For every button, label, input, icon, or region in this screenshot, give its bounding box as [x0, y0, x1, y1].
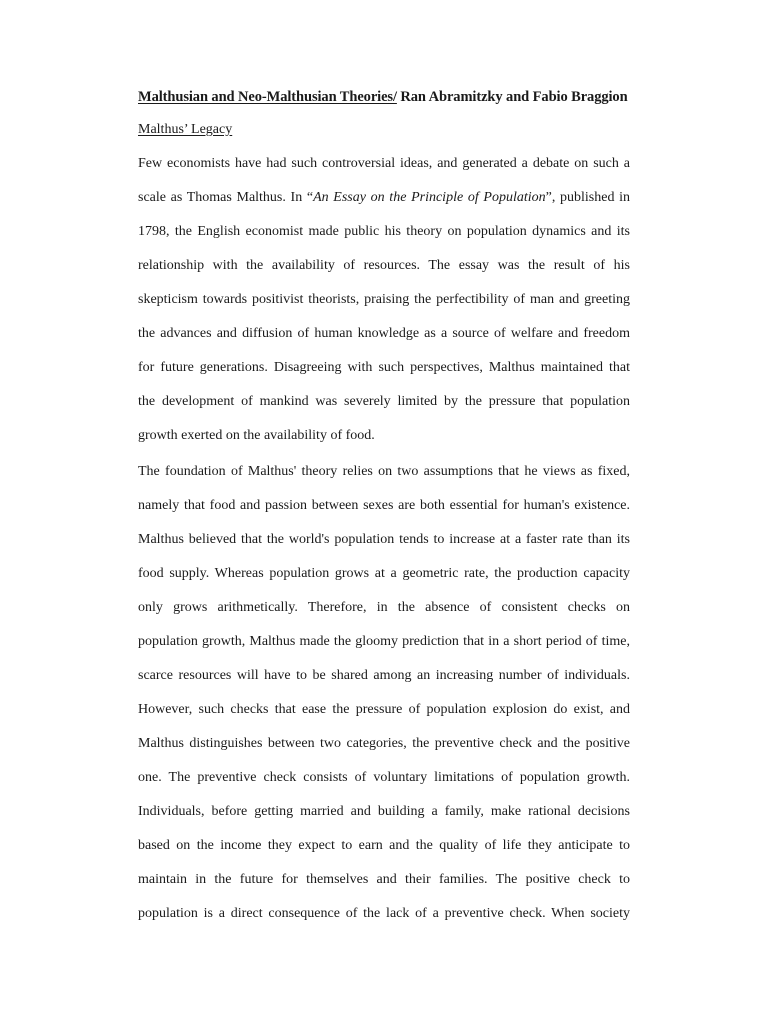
paragraph-2 — [138, 455, 630, 931]
essay-title-italic: An Essay on the Principle of Population — [313, 190, 546, 205]
paragraph-line: maintain in the future for themselves and their families. The positive check to — [138, 872, 630, 887]
title-authors: Ran Abramitzky and Fabio Braggion — [396, 89, 628, 105]
paragraph-line: only grows arithmetically. Therefore, in the absence of consistent checks on — [138, 600, 630, 615]
paragraph-line: The foundation of Malthus' theory relies on two assumptions that he views as fixed, — [138, 464, 630, 479]
paragraph-1 — [138, 147, 630, 453]
paragraph-line: the development of mankind was severely limited by the pressure that population — [138, 394, 630, 409]
document-title — [138, 86, 630, 108]
paragraph-line: population growth, Malthus made the gloomy prediction that in a short period of time, — [138, 634, 630, 649]
paragraph-line: scarce resources will have to be shared among an increasing number of individuals. — [138, 668, 630, 683]
paragraph-line: Individuals, before getting married and building a family, make rational decisions — [138, 804, 630, 819]
paragraph-line: population is a direct consequence of the lack of a preventive check. When society — [138, 906, 630, 921]
paragraph-line: 1798, the English economist made public his theory on population dynamics and its — [138, 224, 630, 239]
paragraph-line: growth exerted on the availability of food. — [138, 428, 375, 443]
paragraph-line: based on the income they expect to earn and the quality of life they anticipate to — [138, 838, 630, 853]
paragraph-line: the advances and diffusion of human knowledge as a source of welfare and freedom — [138, 326, 630, 341]
section-heading: Malthus’ Legacy — [138, 122, 233, 137]
paragraph-line: Malthus believed that the world's population tends to increase at a faster rate than its — [138, 532, 630, 547]
paragraph-line: Malthus distinguishes between two categories, the preventive check and the positive — [138, 736, 630, 751]
paragraph-line — [138, 181, 630, 215]
title-underlined-part: Malthusian and Neo-Malthusian Theories/ — [138, 89, 397, 105]
text-run: ”, published in — [545, 190, 630, 205]
paragraph-line: for future generations. Disagreeing with such perspectives, Malthus maintained that — [138, 360, 630, 375]
document-body — [138, 86, 630, 931]
text-run: scale as Thomas Malthus. In “ — [138, 190, 314, 205]
paragraph-line: However, such checks that ease the pressure of population explosion do exist, and — [138, 702, 630, 717]
paragraph-line: namely that food and passion between sexes are both essential for human's existence. — [138, 498, 630, 513]
paragraph-line: relationship with the availability of resources. The essay was the result of his — [138, 258, 630, 273]
paragraph-line: skepticism towards positivist theorists, praising the perfectibility of man and greeting — [138, 292, 630, 307]
paragraph-line: one. The preventive check consists of voluntary limitations of population growth. — [138, 770, 630, 785]
paragraph-line: food supply. Whereas population grows at a geometric rate, the production capacity — [138, 566, 630, 581]
paragraph-line: Few economists have had such controversial ideas, and generated a debate on such a — [138, 156, 630, 171]
